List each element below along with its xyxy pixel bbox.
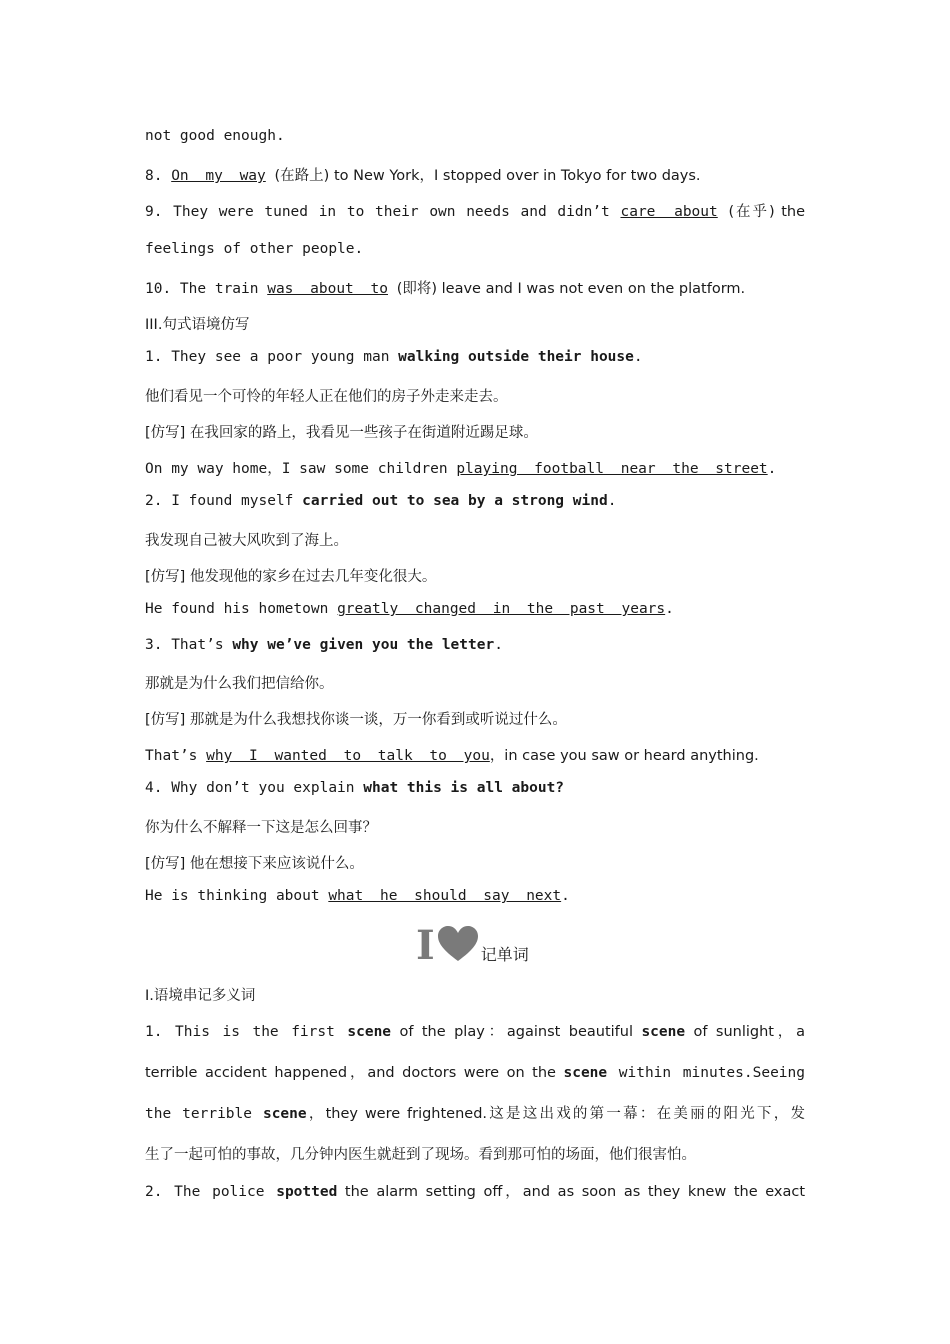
answer-blank: playing football near the street [456, 461, 768, 477]
key-word: spotted [276, 1184, 338, 1200]
text-line: That’s why I wanted to talk to you，in case you saw or heard anything. [145, 748, 759, 764]
section-logo [416, 922, 529, 969]
key-phrase: what this is all about? [363, 780, 565, 796]
key-word: scene [563, 1065, 608, 1081]
key-phrase: carried out to sea by a strong wind [302, 493, 608, 509]
key-phrase: why we’ve given you the letter [232, 637, 495, 653]
imitation-prompt: [仿写] 他在想接下来应该说什么。 [145, 856, 364, 872]
translation-line: 那就是为什么我们把信给你。 [145, 676, 334, 692]
translation-line: 我发现自己被大风吹到了海上。 [145, 533, 348, 549]
heart-icon [437, 925, 479, 963]
section-heading: III.句式语境仿写 [145, 317, 250, 333]
text-line: On my way home，I saw some children playing football near the street. [145, 461, 777, 477]
text-line: 1. They see a poor young man walking outside their house. [145, 349, 643, 365]
translation-line: 生了一起可怕的事故，几分钟内医生就赶到了现场。看到那可怕的场面，他们很害怕。 [145, 1147, 696, 1163]
key-word: scene [262, 1106, 307, 1122]
translation-line: 你为什么不解释一下这是怎么回事？ [145, 820, 377, 836]
logo-letter: I [416, 922, 435, 969]
text-line: the terrible scene，they were frightened.这是这出戏的第一幕：在美丽的阳光下，发 [145, 1106, 805, 1122]
text-line: 1. This is the first scene of the play：against beautiful scene of sunlight，a [145, 1024, 805, 1040]
text-line: terrible accident happened，and doctors were on the scene within minutes.Seeing [145, 1065, 805, 1081]
key-word: scene [641, 1024, 686, 1040]
imitation-prompt: [仿写] 他发现他的家乡在过去几年变化很大。 [145, 569, 437, 585]
text-line: He found his hometown greatly changed in the past years. [145, 601, 674, 617]
logo-text: 记单词 [480, 944, 529, 964]
text-line: 9. They were tuned in to their own needs and didn’t care about (在乎) the [145, 204, 805, 220]
text-line: feelings of other people. [145, 241, 364, 257]
answer-blank: greatly changed in the past years [337, 601, 666, 617]
answer-blank: what he should say next [328, 888, 562, 904]
text-line: not good enough. [145, 128, 285, 144]
answer-blank: why I wanted to talk to you [206, 748, 490, 764]
imitation-prompt: [仿写] 那就是为什么我想找你谈一谈，万一你看到或听说过什么。 [145, 712, 567, 728]
text-line: 2. The police spotted the alarm setting off，and as soon as they knew the exact [145, 1184, 806, 1200]
answer-blank: On my way [171, 168, 266, 184]
key-phrase: walking outside their house [398, 349, 634, 365]
answer-blank: was about to [267, 281, 388, 297]
text-line: 8. On my way (在路上) to New York，I stopped over in Tokyo for two days. [145, 168, 701, 184]
answer-blank: care about [620, 204, 718, 220]
imitation-prompt: [仿写] 在我回家的路上，我看见一些孩子在街道附近踢足球。 [145, 425, 538, 441]
section-heading: Ⅰ.语境串记多义词 [145, 988, 256, 1004]
text-line: 3. That’s why we’ve given you the letter. [145, 637, 503, 653]
key-word: scene [347, 1024, 392, 1040]
translation-line: 他们看见一个可怜的年轻人正在他们的房子外走来走去。 [145, 389, 508, 405]
text-line: 10. The train was about to (即将) leave and I was not even on the platform. [145, 281, 746, 297]
text-line: He is thinking about what he should say next. [145, 888, 570, 904]
text-line: 2. I found myself carried out to sea by a strong wind. [145, 493, 617, 509]
text-line: 4. Why don’t you explain what this is all about? [145, 780, 565, 796]
